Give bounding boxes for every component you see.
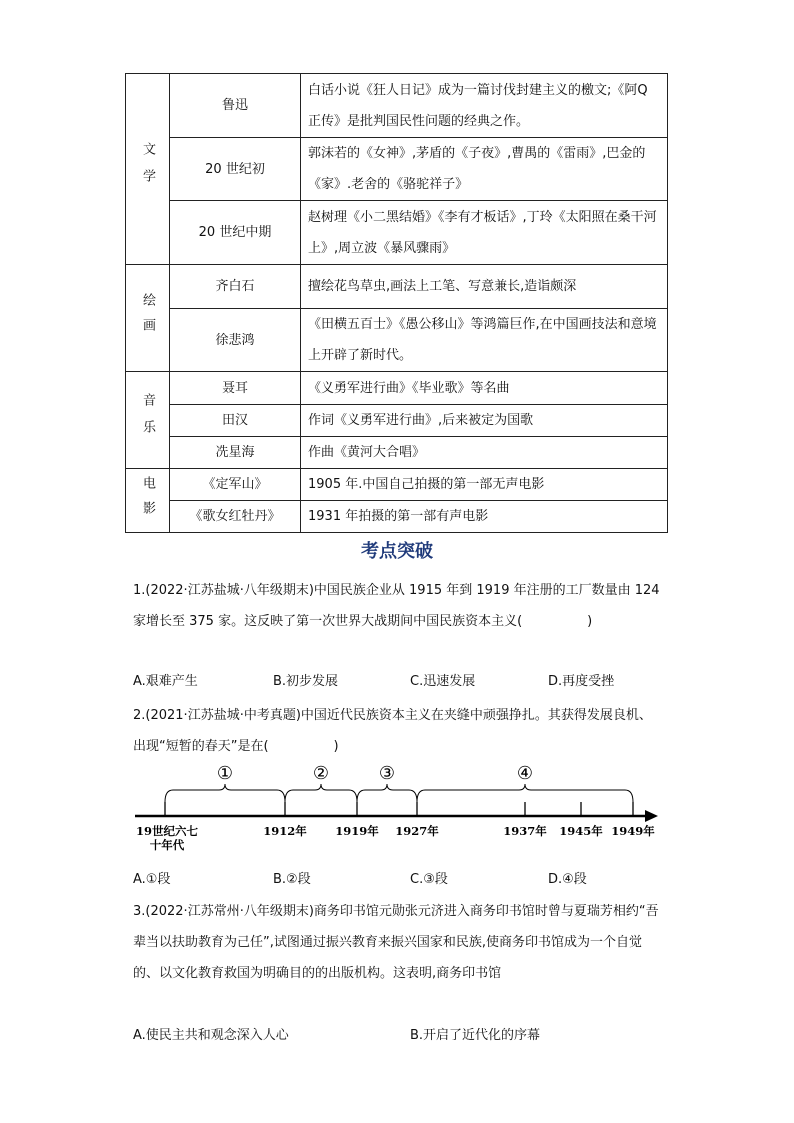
name-cell: 冼星海 [170,437,301,469]
table-row [126,437,668,469]
q2-option-c[interactable]: C.③段 [410,872,448,887]
timeline-label: 1919年 [335,824,379,838]
timeline-segment-label: ① [216,763,234,784]
description-cell: 白话小说《狂人日记》成为一篇讨伐封建主义的檄文;《阿Q 正传》是批判国民性问题的经典之作。 [301,74,668,138]
table-row [126,501,668,533]
timeline-segment-label: ④ [516,763,534,784]
table-row [126,138,668,201]
question-1-options [133,670,663,690]
description-cell: 擅绘花鸟草虫,画法上工笔、写意兼长,造诣颇深 [301,265,668,309]
table-row [126,405,668,437]
name-cell: 徐悲鸿 [170,309,301,372]
timeline-label: 1927年 [395,824,439,838]
name-cell: 20 世纪初 [170,138,301,201]
name-cell: 聂耳 [170,372,301,405]
category-cell: 电影 [126,469,170,533]
name-cell: 鲁迅 [170,74,301,138]
timeline-label: 1912年 [263,824,307,838]
description-cell: 《义勇军进行曲》《毕业歌》等名曲 [301,372,668,405]
table-row [126,74,668,138]
timeline-segment-label: ② [312,763,330,784]
category-cell: 文学 [126,74,170,265]
q1-option-a[interactable]: A.艰难产生 [133,674,198,689]
description-cell: 赵树理《小二黑结婚》《李有才板话》,丁玲《太阳照在桑干河上》,周立波《暴风骤雨》 [301,201,668,265]
timeline-brace [285,784,357,802]
q1-option-c[interactable]: C.迅速发展 [410,674,476,689]
q3-option-b[interactable]: B.开启了近代化的序幕 [410,1028,541,1043]
q2-option-a[interactable]: A.①段 [133,872,171,887]
category-cell: 音乐 [126,372,170,469]
name-cell: 田汉 [170,405,301,437]
timeline-label: 1945年 [559,824,603,838]
name-cell: 《定军山》 [170,469,301,501]
q1-option-b[interactable]: B.初步发展 [273,674,339,689]
timeline-label: 1949年 [611,824,655,838]
timeline-label: 十年代 [149,838,185,852]
name-cell: 《歌女红牡丹》 [170,501,301,533]
question-3-options [133,1024,663,1044]
timeline-label: 19世纪六七 [135,824,199,838]
timeline-brace [357,784,417,802]
description-cell: 作曲《黄河大合唱》 [301,437,668,469]
category-cell: 绘画 [126,265,170,372]
timeline-arrow [645,810,658,822]
question-2-options [133,868,663,888]
table-row [126,469,668,501]
question-1-text: 1.(2022·江苏盐城·八年级期末)中国民族企业从 1915 年到 1919 年注册的工厂数量由 124 家增长至 375 家。这反映了第一次世界大战期间中国民族资本主义( ) [133,583,660,629]
table-row [126,201,668,265]
description-cell: 作词《义勇军进行曲》,后来被定为国歌 [301,405,668,437]
q2-option-d[interactable]: D.④段 [548,872,587,887]
knowledge-table [125,73,668,533]
q2-option-b[interactable]: B.②段 [273,872,311,887]
timeline-diagram [125,758,670,858]
description-cell: 1931 年拍摄的第一部有声电影 [301,501,668,533]
question-2-text: 2.(2021·江苏盐城·中考真题)中国近代民族资本主义在夹缝中顽强挣扎。其获得发展良机、出现“短暂的春天”是在( ) [133,708,652,754]
q3-option-a[interactable]: A.使民主共和观念深入人心 [133,1028,289,1043]
q1-option-d[interactable]: D.再度受挫 [548,674,615,689]
table-row [126,265,668,309]
timeline-label: 1937年 [503,824,547,838]
timeline-brace [165,784,285,802]
description-cell: 1905 年.中国自己拍摄的第一部无声电影 [301,469,668,501]
section-title: 考点突破 [361,541,433,562]
timeline-segment-label: ③ [378,763,396,784]
question-3-text: 3.(2022·江苏常州·八年级期末)商务印书馆元勋张元济进入商务印书馆时曾与夏瑞芳相约“吾辈当以扶助教育为己任”,试图通过振兴教育来振兴国家和民族,使商务印书馆成为一个自觉的、以文化教育救国为明确目的的出版机构。这表明,商务印书馆 [133,904,659,981]
description-cell: 《田横五百士》《愚公移山》等鸿篇巨作,在中国画技法和意境上开辟了新时代。 [301,309,668,372]
name-cell: 20 世纪中期 [170,201,301,265]
table-row [126,372,668,405]
description-cell: 郭沫若的《女神》,茅盾的《子夜》,曹禺的《雷雨》,巴金的《家》.老舍的《骆驼祥子》 [301,138,668,201]
table-row [126,309,668,372]
name-cell: 齐白石 [170,265,301,309]
timeline-brace [417,784,633,802]
